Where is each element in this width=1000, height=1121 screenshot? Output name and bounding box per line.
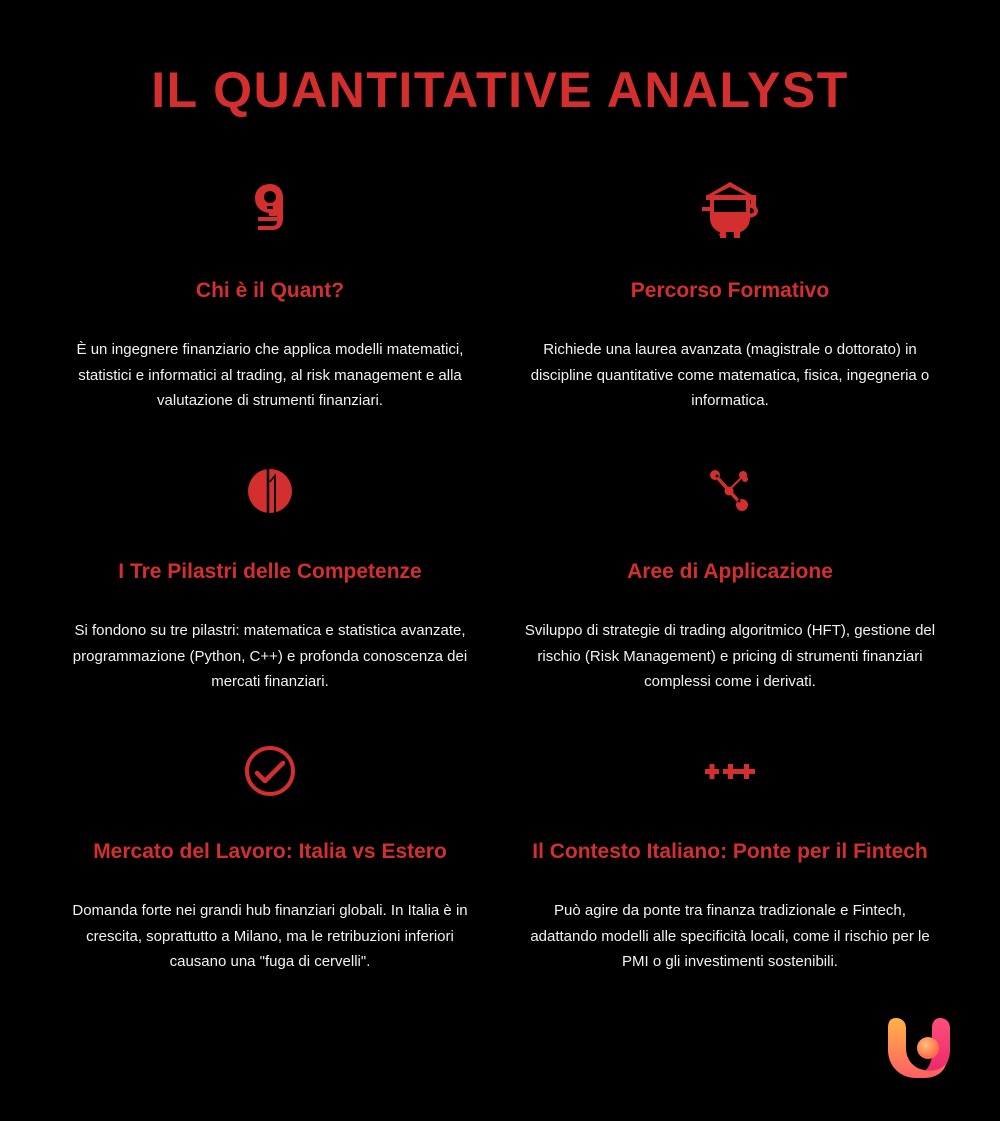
card-contesto-italiano xyxy=(515,741,945,975)
page-title: IL QUANTITATIVE ANALYST xyxy=(151,62,849,118)
card-text: Si fondono su tre pilastri: matematica e statistica avanzate, programmazione (Python, C++) e profonda conoscenza dei mercati finanziari. xyxy=(72,622,468,690)
card-title: Percorso Formativo xyxy=(630,279,830,302)
plus-plus-icon xyxy=(515,741,945,801)
card-title: Mercato del Lavoro: Italia vs Estero xyxy=(93,840,447,863)
network-nodes-icon xyxy=(515,461,945,521)
card-chi-e-il-quant xyxy=(55,180,485,414)
card-percorso-formativo xyxy=(515,180,945,414)
card-text: Può agire da ponte tra finanza tradizionale e Fintech, adattando modelli alle specificità locali, come il rischio per le PMI o gli investimenti sostenibili. xyxy=(530,902,930,970)
check-circle-icon xyxy=(55,741,485,801)
card-title: I Tre Pilastri delle Competenze xyxy=(118,560,422,583)
card-text: Domanda forte nei grandi hub finanziari globali. In Italia è in crescita, soprattutto a Milano, ma le retribuzioni inferiori causano una "fuga di cervelli". xyxy=(72,902,468,970)
card-title: Il Contesto Italiano: Ponte per il Fintech xyxy=(532,840,928,863)
quant-figure-icon xyxy=(55,180,485,240)
card-title: Aree di Applicazione xyxy=(627,560,833,583)
card-tre-pilastri xyxy=(55,461,485,695)
brand-logo xyxy=(884,1010,956,1082)
card-aree-applicazione xyxy=(515,461,945,695)
card-text: È un ingegnere finanziario che applica modelli matematici, statistici e informatici al trading, al risk management e alla valutazione di strumenti finanziari. xyxy=(76,341,464,409)
card-text: Sviluppo di strategie di trading algoritmico (HFT), gestione del rischio (Risk Management) e pricing di strumenti finanziari complessi come i derivati. xyxy=(524,622,936,690)
pillars-circle-icon xyxy=(55,461,485,521)
card-mercato-lavoro xyxy=(55,741,485,975)
education-house-icon xyxy=(515,180,945,240)
card-title: Chi è il Quant? xyxy=(195,279,345,302)
card-text: Richiede una laurea avanzata (magistrale o dottorato) in discipline quantitative come matematica, fisica, ingegneria o informatica. xyxy=(530,341,930,409)
